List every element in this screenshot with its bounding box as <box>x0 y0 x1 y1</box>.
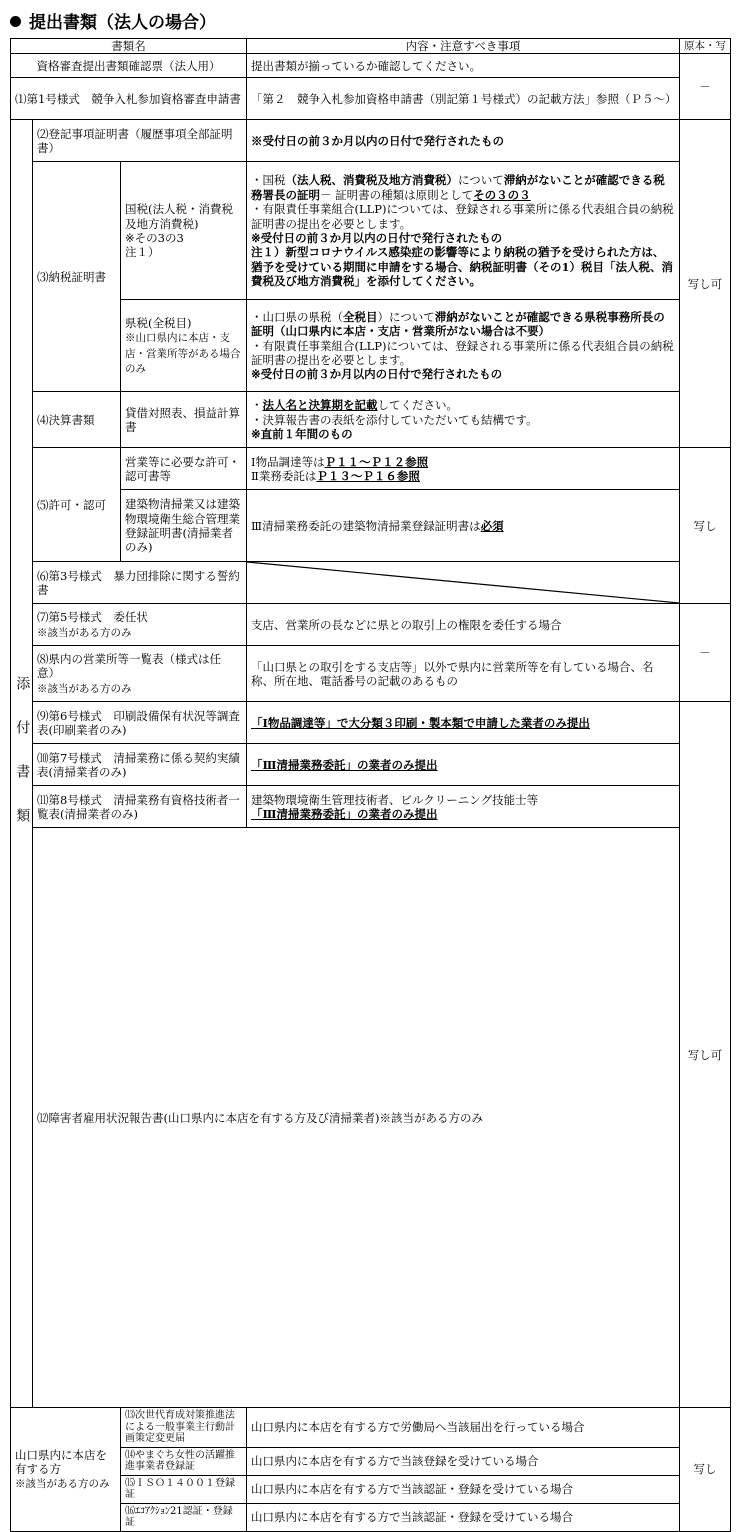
row10-name: ⑽第7号様式 清掃業務に係る契約実績表(清掃業者のみ) <box>33 744 247 786</box>
yamaguchi-name: 山口県内に本店を有する方 <box>15 1447 107 1477</box>
text: 法人名と決算期を記載 <box>262 398 378 413</box>
row5-sub2: 建築物清掃業又は建築物環境衛生総合管理業登録証明書(清掃業者のみ) <box>121 490 247 562</box>
header-name: 書類名 <box>11 39 247 54</box>
row7-content: 支店、営業所の長などに県との取引上の権限を委任する場合 <box>247 604 680 646</box>
documents-table <box>10 38 731 1532</box>
copy-cell-ok: 写し可 <box>680 120 731 448</box>
row3-national-note1: ※その3の3 <box>125 230 184 245</box>
text: Ｐ１１～Ｐ１２参照 <box>324 454 429 469</box>
text: ※受付日の前３か月以内の日付で発行されたもの <box>251 230 503 245</box>
checklist-content: 提出書類が揃っているか確認してください。 <box>247 54 680 78</box>
row9-name: ⑼第6号様式 印刷設備保有状況等調査表(印刷業者のみ) <box>33 702 247 744</box>
text: Ⅱ業務委託は <box>251 468 317 483</box>
row15-content: 山口県内に本店を有する方で当該認証・登録を受けている場合 <box>247 1475 680 1503</box>
row11-content <box>247 786 680 828</box>
row8-name-cell <box>33 646 247 702</box>
table-header-row <box>11 39 731 54</box>
row2-name: ⑵登記事項証明書（履歴事項全部証明書） <box>33 120 247 162</box>
row3-national-content <box>247 162 680 300</box>
row3-prefectural-sub <box>121 300 247 392</box>
row3-national-sub <box>121 162 247 300</box>
row5-content2 <box>247 490 680 562</box>
row3-prefectural-content <box>247 300 680 392</box>
row3-prefectural-label: 県税(全税目) <box>125 316 192 330</box>
header-copy: 原本・写 <box>680 39 731 54</box>
row1-name: ⑴第1号様式 競争入札参加資格審査申請書 <box>11 78 247 120</box>
text: ・山口県の県税（ <box>251 309 344 324</box>
table-row <box>11 120 731 162</box>
page-title-text: 提出書類（法人の場合） <box>29 13 216 33</box>
table-row <box>11 78 731 120</box>
row7-name: ⑺第5号様式 委任状 <box>37 610 148 625</box>
text: － 証明書の種類は原則として <box>320 187 474 202</box>
text: ・ <box>251 398 263 413</box>
table-row <box>11 786 731 828</box>
row7-note: ※該当がある方のみ <box>37 626 132 639</box>
row4-sub: 貸借対照表、損益計算書 <box>121 392 247 448</box>
text: について <box>458 173 504 188</box>
bullet-icon <box>10 16 21 27</box>
copy-cell-na: － <box>680 54 731 120</box>
row3-prefectural-note: ※山口県内に本店・支店・営業所等がある場合のみ <box>125 332 241 375</box>
row9-content: 「Ⅰ物品調達等」で大分類３印刷・製本類で申請した業者のみ提出 <box>247 702 680 744</box>
table-row <box>11 828 731 1408</box>
text: ・決算報告書の表紙を添付していただいても結構です。 <box>251 412 538 427</box>
table-row <box>11 392 731 448</box>
attachments-group-label: 添付書類 <box>11 120 33 1408</box>
row5-name: ⑸許可・認可 <box>33 448 121 562</box>
yamaguchi-note: ※該当がある方のみ <box>15 1478 110 1491</box>
text: ）について <box>377 309 435 324</box>
text: してください。 <box>377 398 459 413</box>
row6-name: ⑹第3号様式 暴力団排除に関する誓約書 <box>33 562 247 604</box>
table-row <box>11 604 731 646</box>
text: Ⅰ物品調達等は <box>251 454 325 469</box>
text: ・国税 <box>251 173 286 188</box>
row13-name: ⒀次世代育成対策推進法による一般事業主行動計画策定変更届 <box>121 1408 247 1448</box>
row4-content <box>247 392 680 448</box>
row3-name: ⑶納税証明書 <box>33 162 121 392</box>
table-row <box>11 562 731 604</box>
text: Ⅲ清掃業務委託の建築物清掃業登録証明書は <box>251 518 481 533</box>
row14-name: ⒁やまぐち女性の活躍推進事業者登録証 <box>121 1447 247 1475</box>
text: 滞納がないことが確認できる県税事務所長の証明（山口県内に本店・支店・営業所がない場合は不要） <box>251 309 665 339</box>
table-row <box>11 744 731 786</box>
row5-content1 <box>247 448 680 490</box>
text: 建築物環境衛生管理技術者、ビルクリーニング技能士等 <box>251 792 539 807</box>
text: ・有限責任事業組合(LLP)については、登録される事業所に係る代表組合員の納税証明書の提出を必要とします。 <box>251 338 674 368</box>
table-row <box>11 162 731 300</box>
text: ・有限責任事業組合(LLP)については、登録される事業所に係る代表組合員の納税証明書の提出を必要とします。 <box>251 202 674 231</box>
header-content: 内容・注意すべき事項 <box>247 39 680 54</box>
checklist-name: 資格審査提出書類確認票（法人用） <box>11 54 247 78</box>
row3-national-note2: 注１） <box>125 245 160 260</box>
row3-national-label: 国税(法人税・消費税及地方消費税) <box>125 202 233 231</box>
row8-name: ⑻県内の営業所等一覧表（様式は任意） <box>37 651 221 681</box>
text: 注１）新型コロナウイルス感染症の影響等により納税の猶予を受けられた方は、猶予を受けている期間に申請をする場合、納税証明書（その1）税目「法人税、消費税及び地方消費税」を添付してください。 <box>251 245 674 288</box>
page-title <box>10 8 216 33</box>
row8-content: 「山口県との取引をする支店等」以外で県内に営業所等を有している場合、名称、所在地、電話番号の記載のあるもの <box>247 646 680 702</box>
row2-content: ※受付日の前３か月以内の日付で発行されたもの <box>247 120 680 162</box>
row16-name: ⒃ｴｺｱｸｼｮﾝ21認証・登録証 <box>121 1503 247 1531</box>
row13-content: 山口県内に本店を有する方で労働局へ当該届出を行っている場合 <box>247 1408 680 1448</box>
table-row <box>11 1408 731 1448</box>
row10-content: 「Ⅲ清掃業務委託」の業者のみ提出 <box>247 744 680 786</box>
text: 全税目 <box>343 309 378 324</box>
row11-name: ⑾第8号様式 清掃業務有資格技術者一覧表(清掃業者のみ) <box>33 786 247 828</box>
text: Ｐ１３～Ｐ１６参照 <box>316 468 420 483</box>
table-row <box>11 54 731 78</box>
row1-content: 「第２ 競争入札参加資格申請書（別記第１号様式）の記載方法」参照（Ｐ５～） <box>247 78 680 120</box>
table-row <box>11 448 731 490</box>
row16-content: 山口県内に本店を有する方で当該認証・登録を受けている場合 <box>247 1503 680 1531</box>
yamaguchi-name-cell <box>11 1408 121 1532</box>
text: その３の３ <box>473 187 531 202</box>
text: ※直前１年間のもの <box>251 427 353 442</box>
row14-content: 山口県内に本店を有する方で当該登録を受けている場合 <box>247 1447 680 1475</box>
text: 必須 <box>480 518 504 533</box>
row8-note: ※該当がある方のみ <box>37 682 132 695</box>
copy-cell-copy: 写し <box>680 448 731 604</box>
table-row <box>11 702 731 744</box>
text: ※受付日の前３か月以内の日付で発行されたもの <box>251 367 503 382</box>
text: 滞納がないことが確認できる税務署長の証明 <box>251 173 665 202</box>
copy-cell-na2: － <box>680 604 731 702</box>
row5-sub1: 営業等に必要な許可・認可書等 <box>121 448 247 490</box>
copy-cell-copy2: 写し <box>680 1408 731 1532</box>
diagonal-line-icon <box>247 562 679 603</box>
row4-name: ⑷決算書類 <box>33 392 121 448</box>
copy-cell-ok2: 写し可 <box>680 702 731 1408</box>
row12-name: ⑿障害者雇用状況報告書(山口県内に本店を有する方及び清掃業者)※該当がある方のみ <box>33 828 680 1408</box>
text: （法人税、消費税及地方消費税） <box>285 173 459 188</box>
table-row <box>11 646 731 702</box>
row6-diagonal-cell <box>247 562 680 604</box>
row15-name: ⒂ＩＳＯ１４００１登録証 <box>121 1475 247 1503</box>
row7-name-cell <box>33 604 247 646</box>
text: 「Ⅲ清掃業務委託」の業者のみ提出 <box>251 806 438 821</box>
